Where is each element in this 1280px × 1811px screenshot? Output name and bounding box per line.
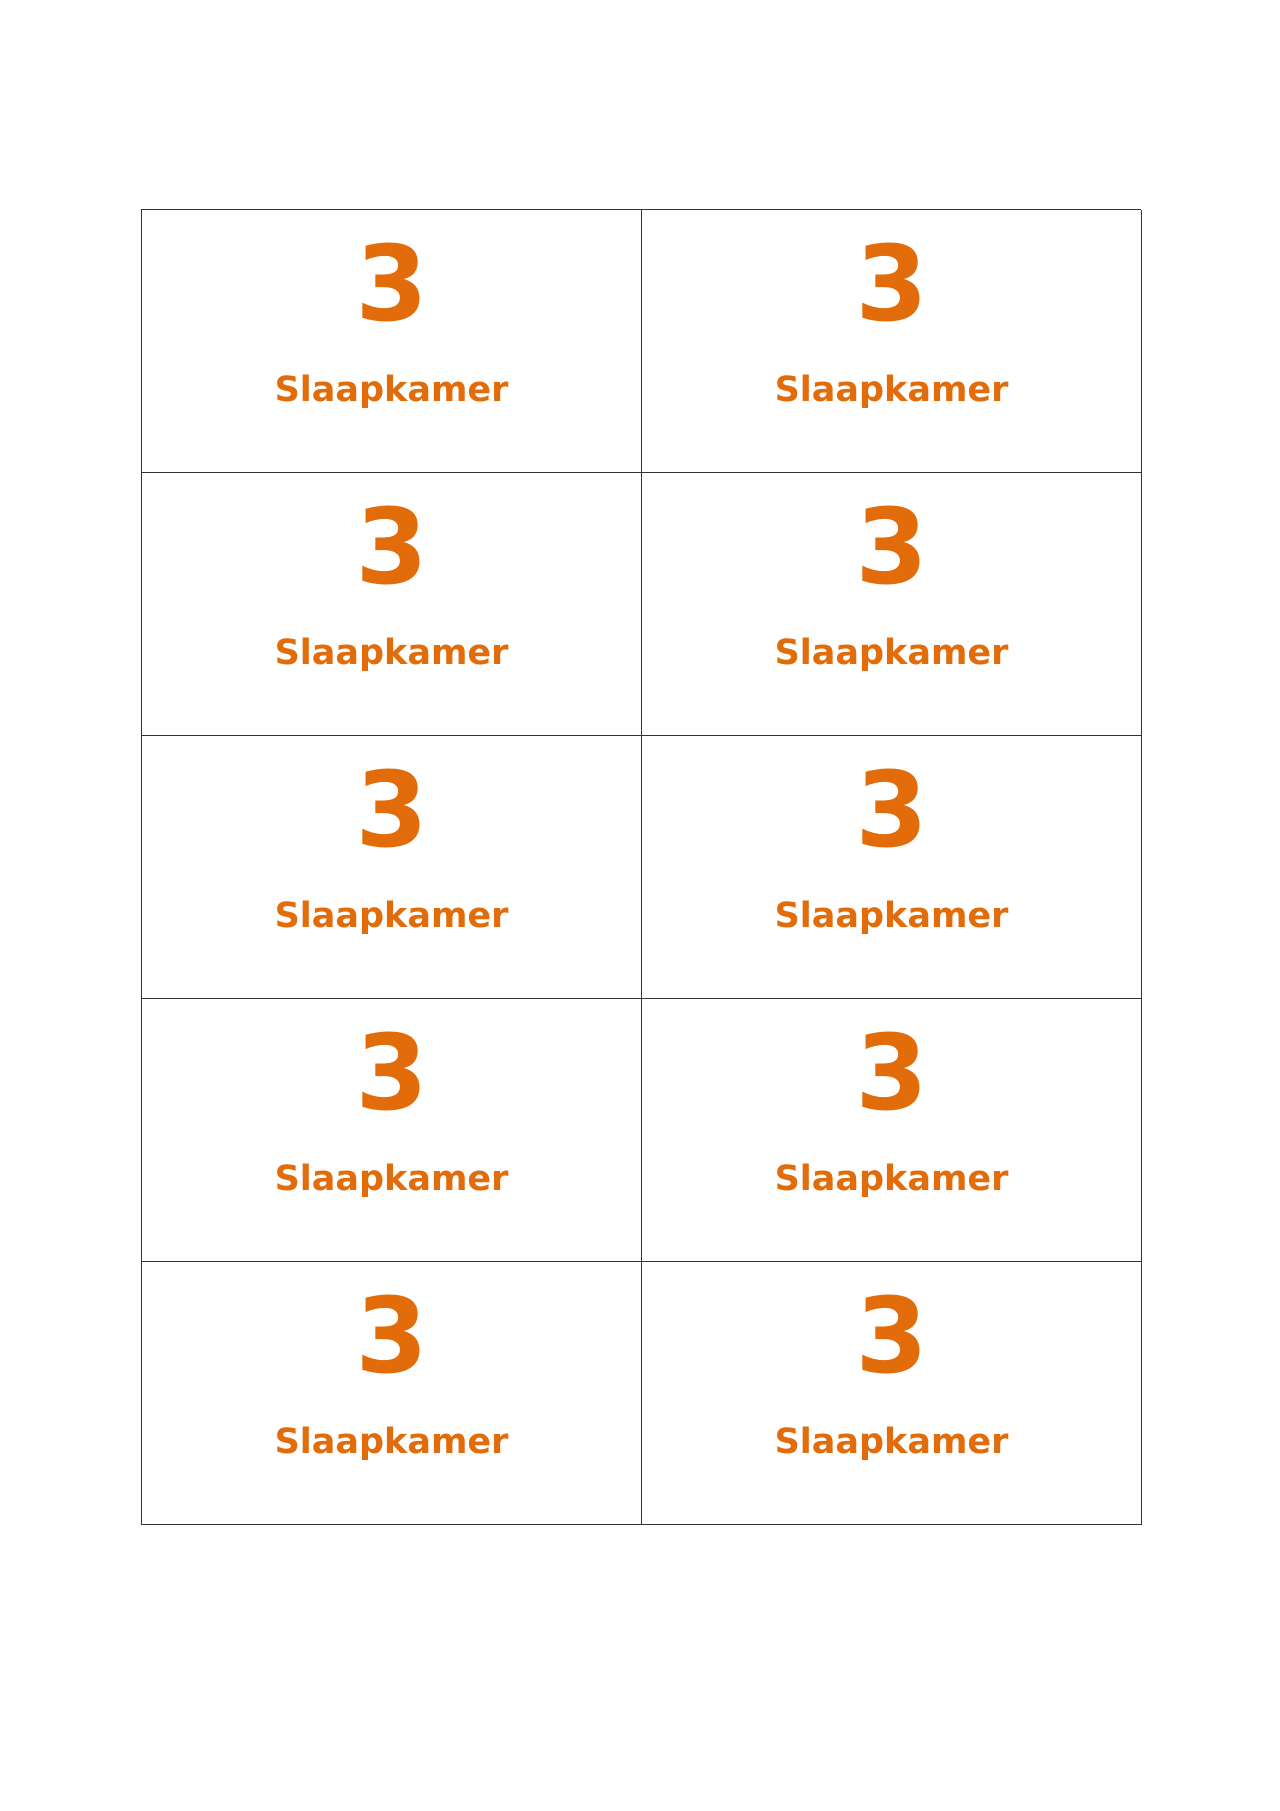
room-label: Slaapkamer — [774, 1159, 1009, 1199]
room-label: Slaapkamer — [774, 1422, 1009, 1462]
room-card — [642, 473, 1142, 736]
room-number: 3 — [355, 1275, 428, 1397]
room-card — [642, 1262, 1142, 1525]
room-card — [142, 473, 642, 736]
room-label: Slaapkamer — [774, 633, 1009, 673]
room-card — [142, 999, 642, 1262]
room-label: Slaapkamer — [774, 896, 1009, 936]
card-sheet — [141, 209, 1141, 1525]
room-label: Slaapkamer — [274, 896, 509, 936]
room-label: Slaapkamer — [274, 370, 509, 410]
room-card — [142, 736, 642, 999]
room-label: Slaapkamer — [274, 1422, 509, 1462]
room-card — [642, 999, 1142, 1262]
room-number: 3 — [855, 749, 928, 871]
room-number: 3 — [855, 1275, 928, 1397]
room-number: 3 — [355, 486, 428, 608]
room-number: 3 — [355, 1012, 428, 1134]
room-number: 3 — [355, 223, 428, 345]
room-card — [142, 210, 642, 473]
room-number: 3 — [855, 223, 928, 345]
room-label: Slaapkamer — [274, 1159, 509, 1199]
room-card — [142, 1262, 642, 1525]
room-card — [642, 210, 1142, 473]
room-number: 3 — [355, 749, 428, 871]
room-number: 3 — [855, 486, 928, 608]
room-card — [642, 736, 1142, 999]
room-label: Slaapkamer — [274, 633, 509, 673]
room-label: Slaapkamer — [774, 370, 1009, 410]
room-number: 3 — [855, 1012, 928, 1134]
